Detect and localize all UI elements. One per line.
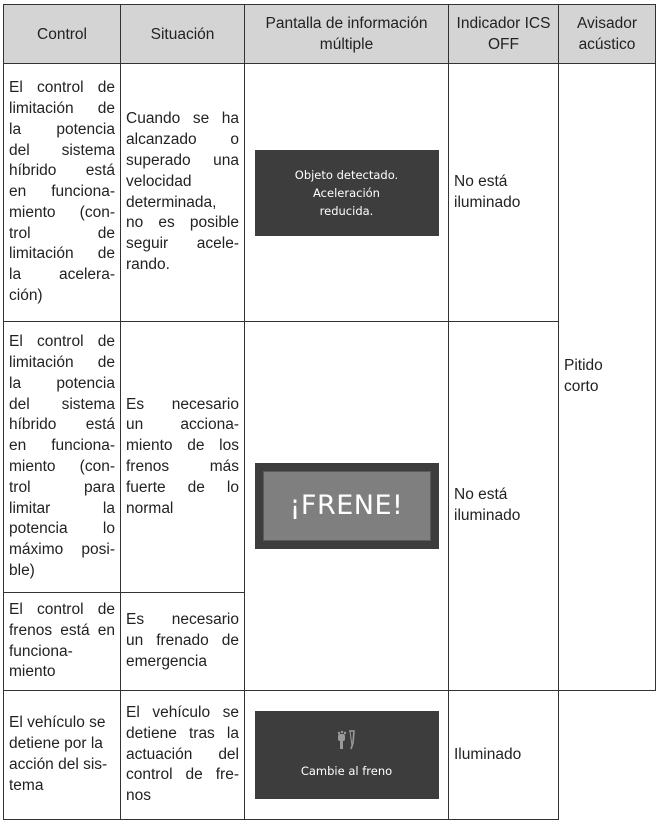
- header-indicador: Indicador ICS OFF: [449, 5, 559, 64]
- indicador-cell: Iluminado: [449, 691, 559, 820]
- text-line: El vehículo se: [9, 714, 106, 732]
- text-line: Es necesario: [126, 395, 239, 413]
- display-text-line: reducida.: [319, 203, 374, 218]
- brake-warning-text: ¡FRENE!: [263, 471, 431, 541]
- text-line: híbrido está: [9, 416, 115, 434]
- situacion-cell: [121, 64, 245, 322]
- text-line: rando.: [126, 255, 170, 273]
- avisador-cell: [559, 64, 656, 691]
- text-line: frenos más: [126, 458, 239, 475]
- display-text: Cambie al freno: [300, 763, 393, 778]
- text-line: trol de: [9, 224, 115, 242]
- header-row: [4, 5, 656, 64]
- text-line: nos: [126, 787, 151, 805]
- text-line: detiene por la: [9, 735, 103, 753]
- text-line: limitar la: [9, 499, 115, 517]
- header-situacion: Situación: [121, 5, 245, 64]
- header-avisador: Avisador acústico: [559, 5, 656, 64]
- text-line: acción del sis-: [9, 756, 108, 773]
- display-text-line: Objeto detectado.: [294, 167, 399, 182]
- text-line: en funciona-: [9, 437, 115, 455]
- text-line: limitación de: [9, 245, 115, 263]
- text-line: ble): [9, 561, 35, 579]
- table-row: [4, 322, 656, 593]
- display-text-line: Aceleración: [313, 185, 380, 200]
- text-line: del sistema: [9, 141, 115, 159]
- text-line: limitación de: [9, 99, 115, 117]
- header-pantalla: Pantalla de información múltiple: [245, 5, 449, 64]
- text-line: actuación del: [126, 745, 239, 763]
- text-line: miento: [9, 663, 56, 681]
- text-line: miento (con-: [9, 458, 115, 475]
- header-control: Control: [4, 5, 121, 64]
- indicador-cell: No está iluminado: [449, 64, 559, 322]
- text-line: detiene tras la: [126, 724, 239, 742]
- text-line: determinada,: [126, 193, 217, 211]
- text-line: la potencia: [9, 374, 115, 392]
- pantalla-cell: [245, 322, 449, 691]
- foot-on-brake-pedal-icon: [335, 729, 359, 751]
- control-cell: [4, 691, 121, 820]
- text-line: miento (con-: [9, 203, 115, 221]
- text-line: superado una: [126, 151, 239, 169]
- text-line: la potencia: [9, 120, 115, 138]
- text-line: El control de: [9, 79, 115, 97]
- display-screen-brake: [255, 463, 439, 549]
- text-line: en funciona-: [9, 183, 115, 201]
- ics-warning-table: [3, 4, 656, 820]
- text-line: El control de: [9, 600, 115, 618]
- text-line: velocidad: [126, 172, 192, 190]
- text-line: ción): [9, 287, 43, 305]
- text-line: El control de: [9, 333, 115, 351]
- text-line: limitación de: [9, 354, 115, 372]
- display-screen-change-brake: [255, 711, 439, 799]
- text-line: un acciona-: [126, 416, 239, 434]
- text-line: fuerte de lo: [126, 478, 239, 496]
- text-line: alcanzado o: [126, 131, 239, 149]
- table-row: [4, 691, 656, 820]
- text-line: trol para: [9, 478, 115, 496]
- situacion-cell: [121, 593, 245, 691]
- text-line: potencia lo: [9, 520, 115, 538]
- text-line: frenos está en: [9, 621, 115, 639]
- pantalla-cell: [245, 64, 449, 322]
- text-line: no es posible: [126, 214, 239, 232]
- control-cell: [4, 322, 121, 593]
- control-cell: [4, 64, 121, 322]
- text-line: normal: [126, 499, 174, 517]
- text-line: seguir acele-: [126, 235, 239, 253]
- display-screen-acceleration: [255, 150, 439, 236]
- text-line: del sistema: [9, 395, 115, 413]
- text-line: máximo posi-: [9, 541, 115, 559]
- text-line: funciona-: [9, 642, 73, 660]
- text-line: El vehículo se: [126, 704, 239, 721]
- text-line: Cuando se ha: [126, 110, 239, 128]
- text-line: híbrido está: [9, 162, 115, 180]
- text-line: miento de los: [126, 437, 239, 455]
- text-line: Es necesario: [126, 611, 239, 629]
- situacion-cell: [121, 322, 245, 593]
- text-line: tema: [9, 776, 44, 794]
- pantalla-cell: [245, 691, 449, 820]
- control-cell: [4, 593, 121, 691]
- situacion-cell: [121, 691, 245, 820]
- text-line: un frenado de: [126, 632, 239, 650]
- indicador-cell: No está iluminado: [449, 322, 559, 691]
- text-line: emergencia: [126, 652, 207, 670]
- text-line: control de fre-: [126, 766, 239, 784]
- table-row: [4, 64, 656, 322]
- text-line: la acelera-: [9, 266, 115, 284]
- avisador-text: Pitido corto: [564, 357, 603, 395]
